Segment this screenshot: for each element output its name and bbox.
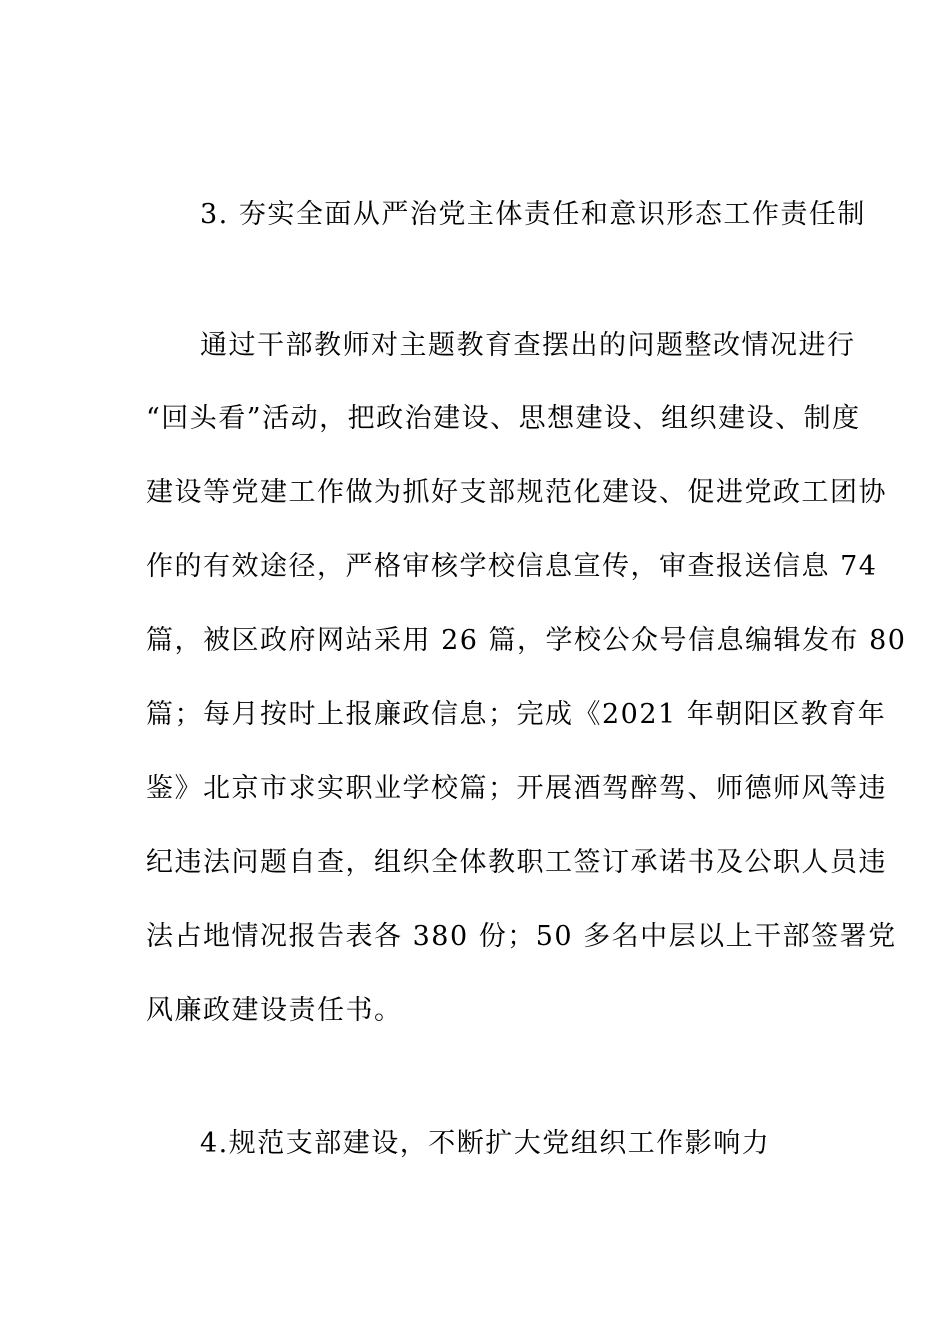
paragraph-line: 法占地情况报告表各 380 份；50 多名中层以上干部签署党 xyxy=(146,921,897,952)
paragraph-line: 建设等党建工作做为抓好支部规范化建设、促进党政工团协 xyxy=(146,477,887,508)
paragraph-line: 作的有效途径，严格审核学校信息宣传，审查报送信息 74 xyxy=(146,551,878,582)
paragraph-line: “回头看”活动，把政治建设、思想建设、组织建设、制度 xyxy=(146,403,861,434)
section-heading-3: 3. 夯实全面从严治党主体责任和意识形态工作责任制 xyxy=(200,199,866,230)
section-heading-4: 4.规范支部建设，不断扩大党组织工作影响力 xyxy=(200,1128,771,1159)
paragraph-line: 鉴》北京市求实职业学校篇；开展酒驾醉驾、师德师风等违 xyxy=(146,773,887,804)
paragraph-line: 篇，被区政府网站采用 26 篇，学校公众号信息编辑发布 80 xyxy=(146,625,907,656)
paragraph-line: 通过干部教师对主题教育查摆出的问题整改情况进行 xyxy=(200,330,856,361)
paragraph-line: 篇；每月按时上报廉政信息；完成《2021 年朝阳区教育年 xyxy=(146,699,887,730)
paragraph-line: 纪违法问题自查，组织全体教职工签订承诺书及公职人员违 xyxy=(146,847,887,878)
paragraph-line: 风廉政建设责任书。 xyxy=(146,995,403,1026)
